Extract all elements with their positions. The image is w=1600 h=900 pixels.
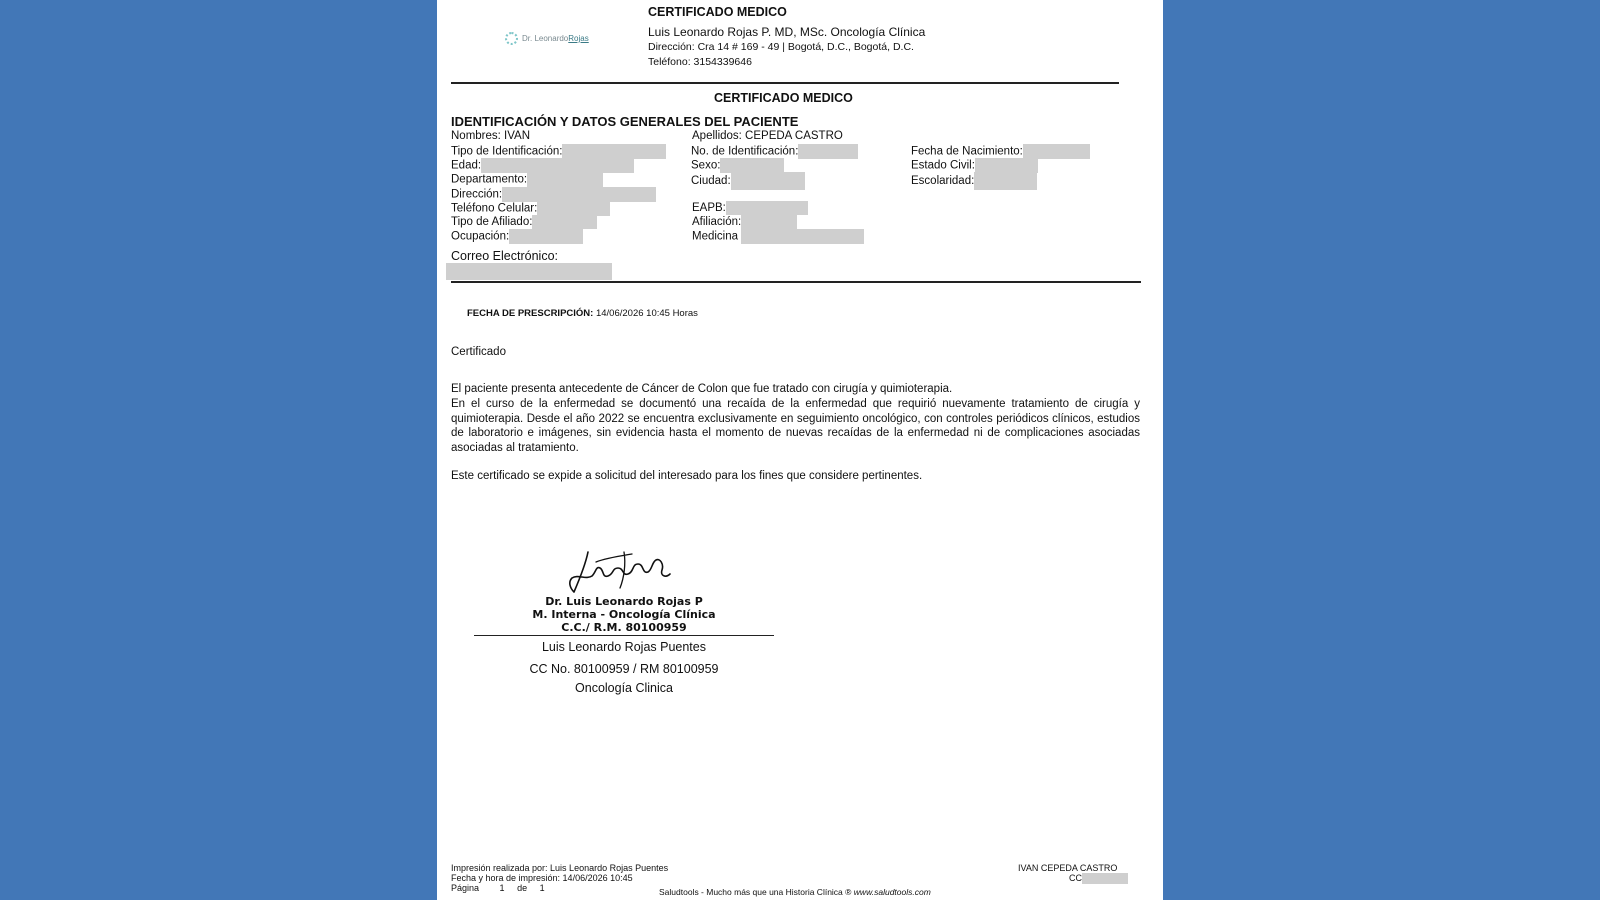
logo-text: Dr. LeonardoRojas — [522, 34, 589, 43]
header-phone: Teléfono: 3154339646 — [648, 56, 752, 68]
footer-brand: Saludtools - Mucho más que una Historia Clínica ® www.saludtools.com — [659, 887, 931, 897]
footer-brand-url: www.saludtools.com — [853, 887, 931, 897]
field-label: Escolaridad: — [911, 175, 975, 188]
field-edad — [451, 158, 634, 173]
field-tipo-identificacion — [451, 144, 666, 159]
field-estado-civil — [911, 158, 1038, 173]
redaction-box — [481, 158, 634, 173]
patient-divider — [451, 281, 1141, 283]
signer-name: Luis Leonardo Rojas Puentes — [541, 640, 706, 654]
prescription-label: FECHA DE PRESCRIPCIÓN: — [467, 308, 594, 319]
header-title: CERTIFICADO MEDICO — [648, 5, 787, 19]
field-label: Departamento: — [451, 173, 528, 186]
header-address: Dirección: Cra 14 # 169 - 49 | Bogotá, D.C., Bogotá, D.C. — [648, 41, 914, 53]
field-label: Afiliación: — [692, 216, 742, 229]
field-ocupacion — [451, 229, 583, 244]
field-ciudad — [691, 172, 805, 190]
body-paragraph-1: El paciente presenta antecedente de Cáncer de Colon que fue tratado con cirugía y quimioterapia. — [451, 383, 953, 395]
redaction-box — [720, 158, 784, 173]
page-of: de — [517, 883, 528, 893]
field-no-identificacion — [691, 144, 858, 159]
redaction-box — [1082, 873, 1128, 884]
prescription-value: 14/06/2026 10:45 Horas — [595, 308, 698, 319]
page-label: Página — [451, 883, 480, 893]
body-paragraph-3: Este certificado se expide a solicitud del interesado para los fines que considere pertinentes. — [451, 470, 923, 482]
patient-apellidos: Apellidos: CEPEDA CASTRO — [692, 130, 843, 142]
stamp-line-2: M. Interna - Oncología Clínica — [532, 608, 716, 621]
redaction-box — [509, 229, 583, 244]
redaction-box — [974, 172, 1037, 190]
field-label: Medicina — [692, 230, 739, 243]
footer-cc — [1069, 873, 1128, 884]
field-label: Dirección: — [451, 188, 503, 201]
signature-block — [474, 548, 774, 636]
stamp-line-3: C.C./ R.M. 80100959 — [561, 621, 687, 634]
field-label: Ciudad: — [691, 175, 731, 188]
redaction-box — [731, 172, 805, 190]
redaction-box-correo — [446, 263, 612, 280]
field-sexo — [691, 158, 784, 173]
redaction-box — [798, 144, 858, 159]
redaction-box — [532, 215, 597, 229]
handwritten-signature — [566, 548, 676, 596]
redaction-box — [726, 201, 808, 215]
page-total: 1 — [539, 883, 545, 893]
redaction-box — [741, 229, 864, 244]
field-medicina — [692, 229, 864, 244]
section-title: IDENTIFICACIÓN Y DATOS GENERALES DEL PACIENTE — [451, 114, 799, 129]
document-page — [437, 0, 1163, 900]
flower-logo-icon — [505, 32, 518, 45]
field-label: Ocupación: — [451, 230, 510, 243]
prescription-date — [467, 308, 698, 319]
redaction-box — [1023, 144, 1090, 159]
field-label: Sexo: — [691, 159, 721, 172]
field-label: EAPB: — [692, 202, 726, 215]
footer-print-date: Fecha y hora de impresión: 14/06/2026 10:45 — [451, 873, 633, 883]
document-title: CERTIFICADO MEDICO — [714, 91, 853, 105]
page-current: 1 — [499, 883, 505, 893]
patient-nombres: Nombres: IVAN — [451, 130, 531, 142]
header-doctor: Luis Leonardo Rojas P. MD, MSc. Oncología Clínica — [648, 25, 926, 39]
field-label: Teléfono Celular: — [451, 202, 538, 215]
clinic-logo — [505, 32, 589, 45]
redaction-box — [562, 144, 666, 159]
footer-cc-label: CC — [1069, 873, 1082, 883]
field-label: Estado Civil: — [911, 159, 975, 172]
field-tipo-afiliado — [451, 215, 597, 229]
footer-page — [451, 883, 545, 893]
redaction-box — [527, 172, 603, 187]
redaction-box — [537, 201, 610, 216]
field-label: Tipo de Afiliado: — [451, 216, 533, 229]
field-label: Fecha de Nacimiento: — [911, 145, 1023, 158]
header-divider — [451, 82, 1119, 84]
field-afiliacion — [692, 215, 797, 229]
field-telefono-celular — [451, 201, 610, 216]
footer-printed-by: Impresión realizada por: Luis Leonardo Rojas Puentes — [451, 863, 669, 873]
field-label: No. de Identificación: — [691, 145, 799, 158]
footer-patient-name: IVAN CEPEDA CASTRO — [1018, 863, 1118, 873]
field-correo-label: Correo Electrónico: — [451, 249, 558, 263]
field-label: Tipo de Identificación: — [451, 145, 563, 158]
signer-cc: CC No. 80100959 / RM 80100959 — [529, 662, 719, 676]
redaction-box — [975, 158, 1038, 173]
signer-specialty: Oncología Clinica — [575, 681, 673, 695]
field-direccion — [451, 187, 656, 202]
field-label: Edad: — [451, 159, 482, 172]
stamp-line-1: Dr. Luis Leonardo Rojas P — [545, 595, 703, 608]
body-paragraph-2: En el curso de la enfermedad se documentó una recaída de la enfermedad que requirió nuevamente tratamiento de cirugía y quimioterapia. Desde el año 2022 se encuentra exclusivamente en seguimiento oncológico, con controles periódicos clínicos, estudios de laboratorio e imágenes, sin evidencia hasta el momento de nuevas recaídas de la enfermedad ni de complicaciones asociadas asociadas al tratamiento. — [451, 398, 1140, 454]
body-heading: Certificado — [451, 346, 506, 358]
field-eapb — [692, 201, 808, 215]
field-fecha-nacimiento — [911, 144, 1090, 159]
redaction-box — [502, 187, 656, 202]
field-escolaridad — [911, 172, 1037, 190]
field-departamento — [451, 172, 603, 187]
redaction-box — [741, 215, 797, 229]
